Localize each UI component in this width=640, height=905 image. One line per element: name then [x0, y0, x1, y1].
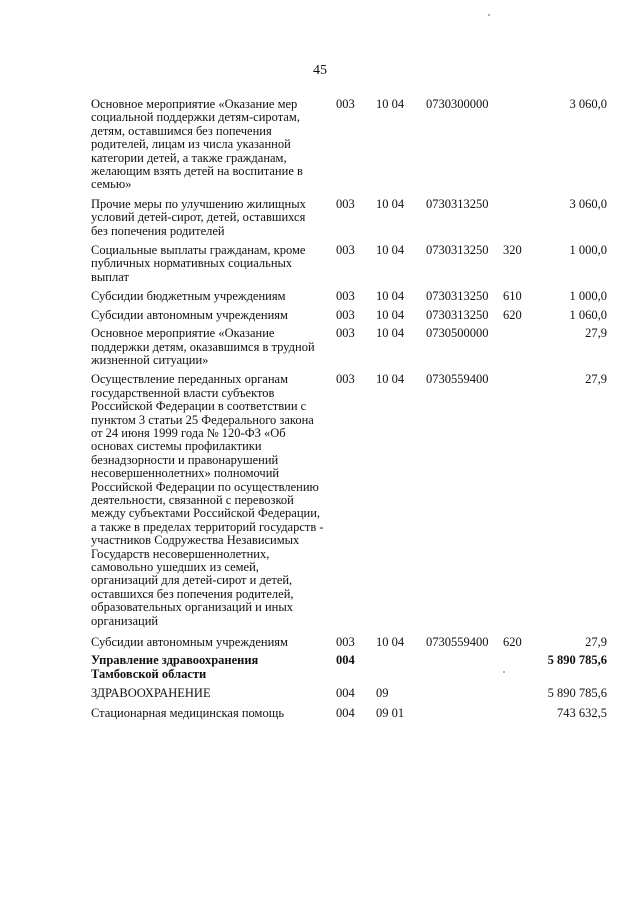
- row-section-code: 10 04: [376, 243, 405, 258]
- row-admin-code: 004: [336, 686, 355, 701]
- budget-table: [0, 98, 640, 725]
- row-target-code: 0730300000: [426, 97, 489, 111]
- table-row: [0, 198, 640, 238]
- table-row: [0, 687, 640, 700]
- row-target-code: 0730313250: [426, 243, 489, 258]
- row-sum: 27,9: [585, 635, 607, 650]
- row-name: Управление здравоохранения Тамбовской области: [91, 653, 259, 681]
- row-name: Прочие меры по улучшению жилищных условий детей-сирот, детей, оставшихся без попечения родителей: [91, 196, 306, 238]
- row-section-code: 09: [376, 686, 389, 701]
- table-row: [0, 373, 640, 628]
- row-name: Субсидии автономным учреждениям: [91, 307, 288, 322]
- row-target-code: 0730500000: [426, 326, 489, 341]
- row-admin-code: 003: [336, 307, 355, 322]
- row-admin-code: 003: [336, 196, 355, 211]
- row-section-code: 09 01: [376, 705, 405, 720]
- row-name: Субсидии бюджетным учреждениям: [91, 289, 286, 304]
- row-sum: 1 000,0: [569, 243, 607, 258]
- row-name: Основное мероприятие «Оказание мер социальной поддержки детям-сиротам, детям, оставшимся без попечения родителей, лицам из числа указанной категории детей, а также гражданам, желающим взять детей на воспитание в семью»: [91, 97, 303, 192]
- row-name: Основное мероприятие «Оказание поддержки детям, оказавшимся в трудной жизненной ситуации»: [91, 326, 315, 367]
- row-sum: 1 060,0: [569, 307, 607, 322]
- row-sum: 3 060,0: [569, 97, 607, 111]
- row-sum: 3 060,0: [569, 196, 607, 211]
- row-name: Социальные выплаты гражданам, кроме публичных нормативных социальных выплат: [91, 243, 306, 284]
- row-admin-code: 003: [336, 635, 355, 650]
- row-admin-code: 003: [336, 326, 355, 341]
- row-sum: 27,9: [585, 372, 607, 387]
- row-section-code: 10 04: [376, 635, 405, 650]
- row-expense-type: 320: [503, 243, 522, 258]
- row-admin-code: 004: [336, 705, 355, 720]
- row-sum: 5 890 785,6: [547, 653, 607, 668]
- table-row: [0, 636, 640, 649]
- row-target-code: 0730313250: [426, 289, 489, 304]
- row-expense-type: 620: [503, 307, 522, 322]
- row-section-code: 10 04: [376, 307, 405, 322]
- row-sum: 743 632,5: [557, 705, 607, 720]
- row-section-code: 10 04: [376, 372, 405, 387]
- row-name: Стационарная медицинская помощь: [91, 705, 285, 720]
- row-name: ЗДРАВООХРАНЕНИЕ: [91, 686, 211, 701]
- table-row: [0, 244, 640, 284]
- row-section-code: 10 04: [376, 196, 405, 211]
- row-expense-type: 610: [503, 289, 522, 304]
- row-target-code: 0730313250: [426, 196, 489, 211]
- row-section-code: 10 04: [376, 289, 405, 304]
- row-sum: 1 000,0: [569, 289, 607, 304]
- table-row: [0, 290, 640, 303]
- row-admin-code: 003: [336, 289, 355, 304]
- row-sum: 5 890 785,6: [547, 686, 607, 701]
- table-row: [0, 654, 640, 681]
- row-target-code: 0730559400: [426, 372, 489, 387]
- row-expense-type: 620: [503, 635, 522, 650]
- table-row: [0, 327, 640, 367]
- table-row: [0, 707, 640, 720]
- table-row: [0, 309, 640, 322]
- row-name: Осуществление переданных органам государственной власти субъектов Российской Федерации в соответствии с пунктом 3 статьи 25 Федерального закона от 24 июня 1999 года № 120-ФЗ «Об основах системы профилактики безнадзорности и правонарушений несовершеннолетних» полномочий Российской Федерации по осуществлению деятельности, связанной с перевозкой между субъектами Российской Федерации, а также в пределах территорий государств - участников Содружества Независимых Государств несовершеннолетних, самовольно ушедших из семей, организаций для детей-сирот и детей, оставшихся без попечения родителей, образовательных организаций и иных организаций: [91, 372, 324, 628]
- row-section-code: 10 04: [376, 97, 405, 111]
- scan-speck: [488, 14, 490, 16]
- row-name: Субсидии автономным учреждениям: [91, 635, 288, 650]
- row-admin-code: 003: [336, 372, 355, 387]
- table-row: [0, 98, 640, 192]
- row-admin-code: 003: [336, 97, 355, 111]
- row-target-code: 0730559400: [426, 635, 489, 650]
- row-admin-code: 003: [336, 243, 355, 258]
- row-sum: 27,9: [585, 326, 607, 341]
- row-admin-code: 004: [336, 653, 355, 668]
- row-section-code: 10 04: [376, 326, 405, 341]
- row-target-code: 0730313250: [426, 307, 489, 322]
- page-number: 45: [313, 63, 327, 78]
